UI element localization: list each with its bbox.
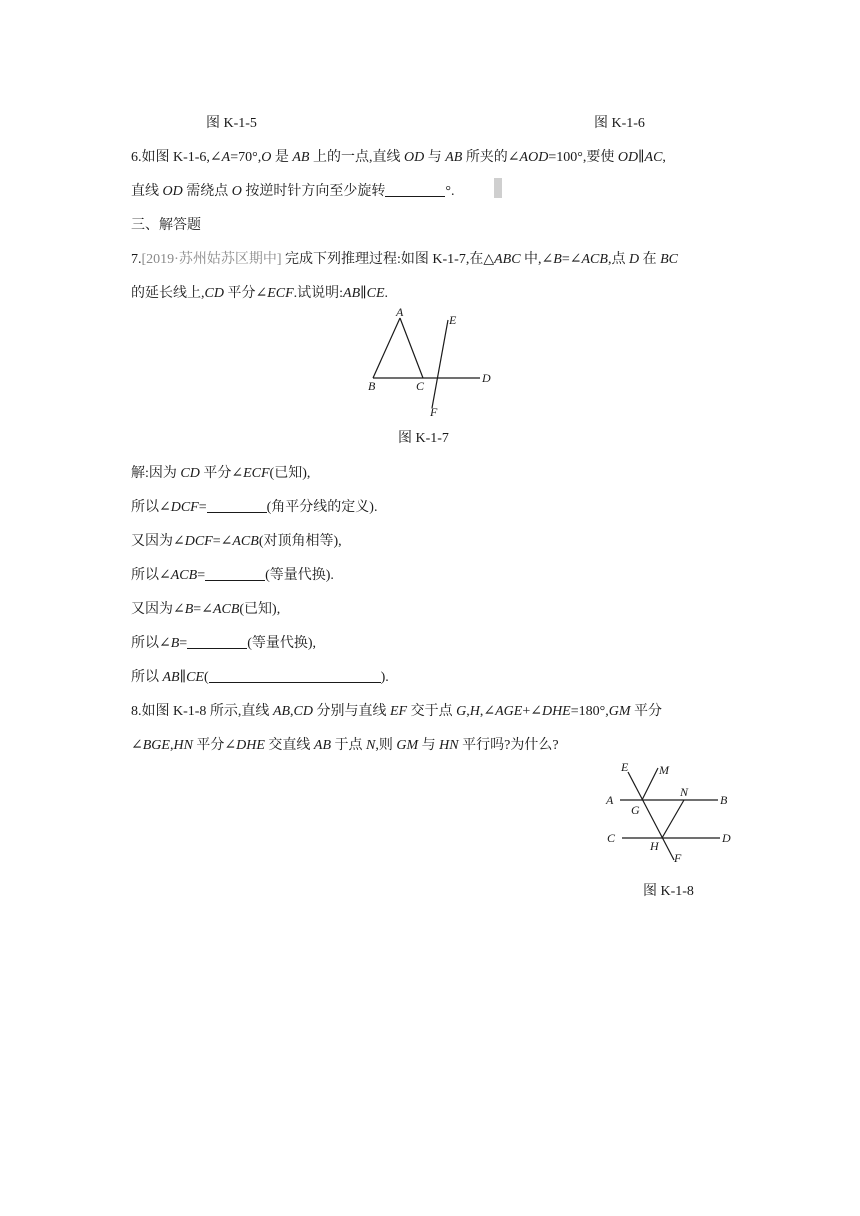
point-label-b: B [720, 793, 728, 807]
segment-ab [373, 318, 400, 378]
point-label-n: N [680, 785, 689, 799]
solution-line-2: 所以∠DCF= (角平分线的定义). [131, 500, 378, 515]
point-label-e: E [621, 760, 629, 774]
question-7-line-1: 7.[2019·苏州姑苏区期中] 完成下列推理过程:如图 K-1-7,在△ABC 中,∠B=∠ACB,点 D 在 BC [131, 252, 678, 267]
point-label-a: A [606, 793, 614, 807]
scroll-indicator[interactable] [494, 178, 502, 198]
question-8-line-1: 8.如图 K-1-8 所示,直线 AB,CD 分别与直线 EF 交于点 G,H,∠AGE+∠DHE=180°,GM 平分 [131, 704, 663, 719]
answer-blank[interactable] [209, 668, 381, 683]
question-6-line-1: 6.如图 K-1-6,∠A=70°,O 是 AB 上的一点,直线 OD 与 AB 所夹的∠AOD=100°,要使 OD∥AC, [131, 150, 666, 165]
point-label-d: D [722, 831, 731, 845]
solution-line-1: 解:因为 CD 平分∠ECF(已知), [131, 466, 311, 481]
solution-line-6: 所以∠B= (等量代换), [131, 636, 317, 651]
answer-blank[interactable] [385, 182, 445, 197]
point-label-f: F [674, 851, 682, 865]
caption-k-1-5: 图 K-1-5 [206, 116, 257, 131]
solution-line-3: 又因为∠DCF=∠ACB(对顶角相等), [131, 534, 342, 549]
caption-k-1-8: 图 K-1-8 [643, 884, 694, 899]
point-label-h: H [650, 839, 659, 853]
answer-blank[interactable] [207, 498, 267, 513]
point-label-g: G [631, 803, 640, 817]
point-label-f: F [430, 405, 438, 418]
line-ef [432, 320, 448, 408]
point-label-m: M [659, 763, 669, 777]
point-label-d: D [482, 371, 491, 385]
question-source: [2019·苏州姑苏区期中] [141, 252, 282, 267]
question-8-line-2: ∠BGE,HN 平分∠DHE 交直线 AB 于点 N,则 GM 与 HN 平行吗?为什么? [131, 738, 559, 753]
point-label-a: A [396, 306, 404, 319]
segment-ac [400, 318, 423, 378]
question-6-line-2: 直线 OD 需绕点 O 按逆时针方向至少旋转 °. [131, 184, 455, 199]
figure-k-1-8 [600, 758, 745, 868]
caption-k-1-7: 图 K-1-7 [398, 431, 449, 446]
answer-blank[interactable] [187, 634, 247, 649]
caption-k-1-6: 图 K-1-6 [594, 116, 645, 131]
point-label-e: E [449, 313, 457, 327]
solution-line-5: 又因为∠B=∠ACB(已知), [131, 602, 281, 617]
point-label-c: C [607, 831, 616, 845]
segment-hn [662, 800, 684, 838]
point-label-c: C [416, 379, 425, 393]
point-label-b: B [368, 379, 376, 393]
answer-blank[interactable] [205, 566, 265, 581]
ray-gm [642, 768, 658, 800]
solution-line-4: 所以∠ACB= (等量代换). [131, 568, 334, 583]
section-heading: 三、解答题 [131, 218, 201, 233]
solution-line-7: 所以 AB∥CE( ). [131, 670, 389, 685]
question-7-line-2: 的延长线上,CD 平分∠ECF.试说明:AB∥CE. [131, 286, 388, 301]
figure-k-1-7 [360, 306, 500, 418]
